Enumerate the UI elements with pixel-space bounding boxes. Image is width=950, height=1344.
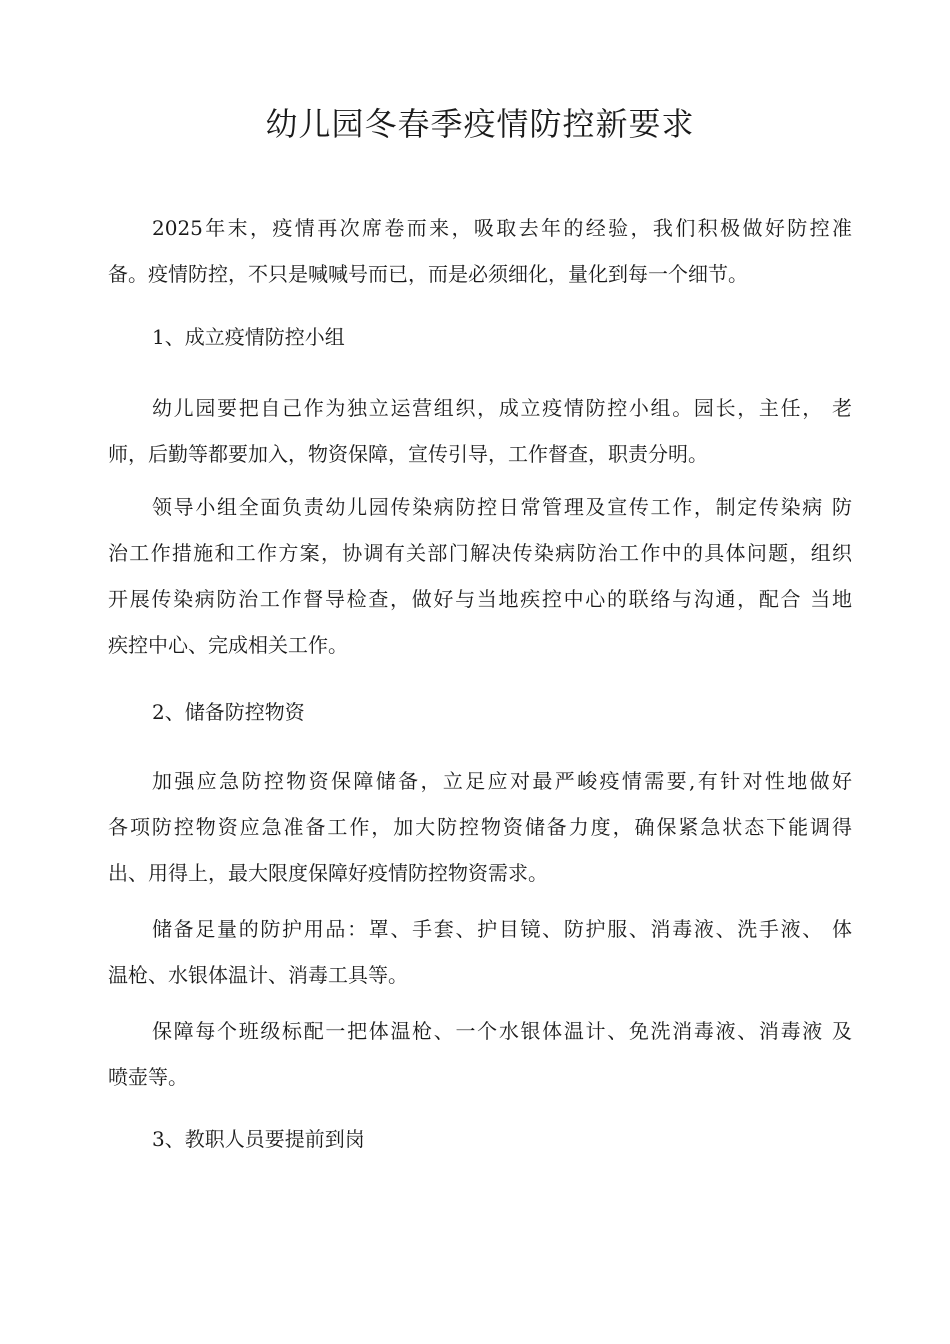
paragraph-line: 开展传染病防治工作督导检查，做好与当地疾控中心的联络与沟通，配合 当地 [108,587,852,611]
paragraph-line: 出、用得上，最大限度保障好疫情防控物资需求。 [108,861,548,885]
paragraph-team [108,385,852,477]
section-heading-1: 1、成立疫情防控小组 [152,325,345,349]
paragraph-line: 领导小组全面负责幼儿园传染病防控日常管理及宣传工作，制定传染病 防 [152,495,852,519]
paragraph-supplies [108,758,852,896]
paragraph-line: 治工作措施和工作方案，协调有关部门解决传染病防治工作中的具体问题，组织 [108,541,852,565]
paragraph-line: 2025年末，疫情再次席卷而来，吸取去年的经验，我们积极做好防控准 [152,216,852,240]
paragraph-line: 各项防控物资应急准备工作，加大防控物资储备力度，确保紧急状态下能调得 [108,815,852,839]
paragraph-line: 温枪、水银体温计、消毒工具等。 [108,963,408,987]
section-heading-3: 3、教职人员要提前到岗 [152,1127,365,1151]
paragraph-line: 保障每个班级标配一把体温枪、一个水银体温计、免洗消毒液、消毒液 及 [152,1019,852,1043]
paragraph-intro [108,205,852,297]
document-title: 幼儿园冬春季疫情防控新要求 [265,105,695,143]
paragraph-line: 备。疫情防控，不只是喊喊号而已，而是必须细化，量化到每一个细节。 [108,262,748,286]
paragraph-leadership [108,484,852,668]
paragraph-line: 储备足量的防护用品：罩、手套、护目镜、防护服、消毒液、洗手液、 体 [152,917,852,941]
paragraph-line: 喷壶等。 [108,1065,188,1089]
section-heading-2: 2、储备防控物资 [152,700,305,724]
paragraph-protective-gear [108,906,852,998]
paragraph-line: 加强应急防控物资保障储备，立足应对最严峻疫情需要,有针对性地做好 [152,769,852,793]
paragraph-line: 幼儿园要把自己作为独立运营组织，成立疫情防控小组。园长，主任， 老 [152,396,852,420]
paragraph-line: 疾控中心、完成相关工作。 [108,633,348,657]
paragraph-line: 师，后勤等都要加入，物资保障，宣传引导，工作督查，职责分明。 [108,442,708,466]
paragraph-class-equipment [108,1008,852,1100]
